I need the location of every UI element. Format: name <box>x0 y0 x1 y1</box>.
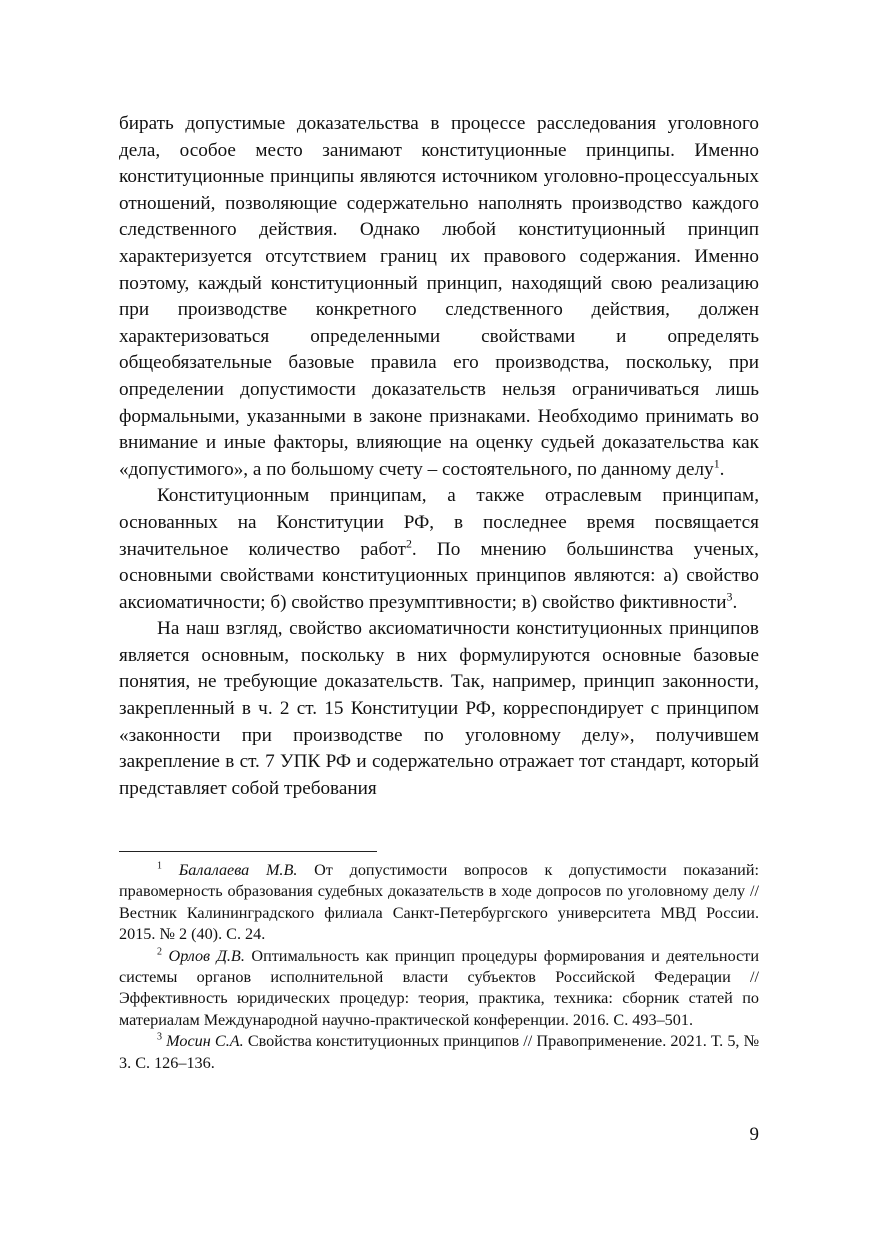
paragraph-text: Конституционным принципам, а также отраслевым принципам, основанных на Конституции РФ, в последнее время посвящается значительное количество работ <box>119 485 759 560</box>
paragraph-text-continued: . По мнению большинства ученых, основными свойствами конституционных принципов являются: а) свойство аксиоматичности; б) свойство презумптивности; в) свойство фиктивности <box>119 538 759 613</box>
footnote-divider <box>119 851 377 852</box>
paragraph-tail: . <box>719 458 725 480</box>
footnote-text: Оптимальность как принцип процедуры формирования и деятельности системы органов исполнительной власти субъектов Российской Федерации // Эффективность юридических процедур: теория, практика, техника: сборник статей по материалам Международной научно-практической конференции. 2016. С. 493–501. <box>119 946 760 1029</box>
footnotes <box>119 860 759 1074</box>
paragraph-axiomatic <box>119 616 759 802</box>
footnote-text: От допустимости вопросов к допустимости показаний: правомерность образования судебных доказательств в ходе допросов по уголовному делу // Вестник Калининградского филиала Санкт-Петербургского университета МВД России. 2015. № 2 (40). С. 24. <box>119 861 759 944</box>
paragraph-text: бирать допустимые доказательства в процессе расследования уголовного дела, особое место занимают конституционные принципы. Именно конституционные принципы являются источником уголовно-процессуальных отношений, позволяющие содержательно наполнять производство каждого следственного действия. Однако любой конституционный принцип характеризуется отсутствием границ их правового содержания. Именно поэтому, каждый конституционный принцип, находящий свою реализацию при производстве конкретного следственного действия, должен характеризоваться определенными свойствами и определять общеобязательные базовые правила его производства, поскольку, при определении допустимости доказательств нельзя ограничиваться лишь формальными, указанными в законе признаками. Необходимо принимать во внимание и иные факторы, влияющие на оценку судьей доказательства как «допустимого», а по большому счету – состоятельного, по данному делу <box>119 113 759 480</box>
footnote-3 <box>119 1031 759 1074</box>
footnote-1 <box>119 860 759 946</box>
footnote-number: 3 <box>157 1031 163 1043</box>
paragraph-text: На наш взгляд, свойство аксиоматичности конституционных принципов является основным, поскольку в них формулируются основные базовые понятия, не требующие доказательств. Так, например, принцип законности, закрепленный в ч. 2 ст. 15 Конституции РФ, корреспондирует с принципом «законности при производстве по уголовному делу», получившем закрепление в ст. 7 УПК РФ и содержательно отражает тот стандарт, который представляет собой требования <box>119 618 759 799</box>
footnote-ref-1[interactable]: 1 <box>713 456 720 471</box>
footnote-number: 2 <box>157 946 163 958</box>
footnote-ref-3[interactable]: 3 <box>726 589 733 604</box>
footnote-number: 1 <box>157 860 163 872</box>
footnote-ref-2[interactable]: 2 <box>405 536 412 551</box>
paragraph-principles <box>119 483 759 616</box>
footnote-author: Балалаева М.В. <box>178 861 298 879</box>
footnote-author: Орлов Д.В. <box>168 946 245 965</box>
footnote-2 <box>119 946 759 1032</box>
paragraph-tail: . <box>732 591 738 613</box>
footnote-text: Свойства конституционных принципов // Правоприменение. 2021. Т. 5, № 3. С. 126–136. <box>119 1032 760 1072</box>
page-number: 9 <box>749 1124 759 1145</box>
paragraph-continuation <box>119 111 759 483</box>
main-text <box>119 111 759 802</box>
footnote-author: Мосин С.А. <box>166 1032 244 1051</box>
